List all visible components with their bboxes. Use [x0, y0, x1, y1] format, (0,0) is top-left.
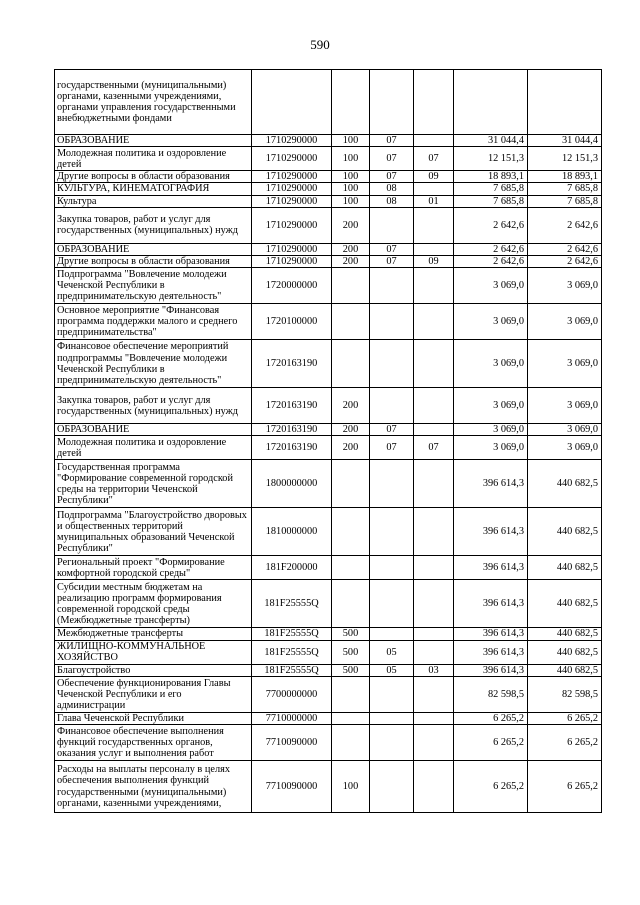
- row-name-cell: КУЛЬТУРА, КИНЕМАТОГРАФИЯ: [55, 183, 252, 195]
- target-article-code-cell: 1800000000: [252, 460, 332, 508]
- amount-year-2-cell: 440 682,5: [528, 640, 602, 664]
- budget-table: [54, 69, 602, 813]
- table-row: [55, 725, 602, 761]
- amount-year-1-cell: 2 642,6: [454, 207, 528, 243]
- expense-type-cell: [332, 70, 370, 135]
- row-name-cell: ЖИЛИЩНО-КОММУНАЛЬНОЕ ХОЗЯЙСТВО: [55, 640, 252, 664]
- section-cell: [370, 508, 414, 556]
- target-article-code-cell: 1710290000: [252, 207, 332, 243]
- amount-year-2-cell: 82 598,5: [528, 676, 602, 712]
- target-article-code-cell: 1710290000: [252, 243, 332, 255]
- table-row: [55, 424, 602, 436]
- amount-year-1-cell: 6 265,2: [454, 761, 528, 813]
- expense-type-cell: 100: [332, 171, 370, 183]
- subsection-cell: 07: [414, 147, 454, 171]
- table-row: [55, 460, 602, 508]
- section-cell: 08: [370, 183, 414, 195]
- amount-year-1-cell: 3 069,0: [454, 436, 528, 460]
- amount-year-1-cell: 7 685,8: [454, 195, 528, 207]
- expense-type-cell: 200: [332, 207, 370, 243]
- expense-type-cell: 200: [332, 424, 370, 436]
- section-cell: 07: [370, 243, 414, 255]
- row-name-cell: Подпрограмма "Благоустройство дворовых и общественных территорий муниципальных образований Чеченской Республики": [55, 508, 252, 556]
- amount-year-1-cell: 396 614,3: [454, 460, 528, 508]
- amount-year-1-cell: 3 069,0: [454, 268, 528, 304]
- amount-year-2-cell: 440 682,5: [528, 580, 602, 628]
- row-name-cell: Субсидии местным бюджетам на реализацию программ формирования современной городской среды (Межбюджетные трансферты): [55, 580, 252, 628]
- subsection-cell: [414, 243, 454, 255]
- row-name-cell: ОБРАЗОВАНИЕ: [55, 424, 252, 436]
- amount-year-2-cell: 440 682,5: [528, 556, 602, 580]
- amount-year-2-cell: 3 069,0: [528, 304, 602, 340]
- amount-year-2-cell: 18 893,1: [528, 171, 602, 183]
- amount-year-2-cell: [528, 70, 602, 135]
- section-cell: [370, 460, 414, 508]
- section-cell: 07: [370, 256, 414, 268]
- amount-year-1-cell: 396 614,3: [454, 580, 528, 628]
- section-cell: [370, 70, 414, 135]
- row-name-cell: Региональный проект "Формирование комфортной городской среды": [55, 556, 252, 580]
- row-name-cell: Государственная программа "Формирование современной городской среды на территории Чеченской Республики": [55, 460, 252, 508]
- subsection-cell: [414, 207, 454, 243]
- amount-year-2-cell: 3 069,0: [528, 436, 602, 460]
- row-name-cell: Благоустройство: [55, 664, 252, 676]
- amount-year-1-cell: 396 614,3: [454, 508, 528, 556]
- amount-year-1-cell: [454, 70, 528, 135]
- section-cell: 05: [370, 664, 414, 676]
- amount-year-2-cell: 6 265,2: [528, 725, 602, 761]
- section-cell: 05: [370, 640, 414, 664]
- section-cell: 07: [370, 424, 414, 436]
- amount-year-1-cell: 3 069,0: [454, 388, 528, 424]
- amount-year-2-cell: 440 682,5: [528, 664, 602, 676]
- expense-type-cell: 500: [332, 664, 370, 676]
- amount-year-2-cell: 3 069,0: [528, 268, 602, 304]
- expense-type-cell: 500: [332, 640, 370, 664]
- expense-type-cell: 100: [332, 135, 370, 147]
- amount-year-2-cell: 3 069,0: [528, 424, 602, 436]
- table-row: [55, 243, 602, 255]
- expense-type-cell: 200: [332, 388, 370, 424]
- table-row: [55, 664, 602, 676]
- target-article-code-cell: 1710290000: [252, 171, 332, 183]
- table-row: [55, 147, 602, 171]
- amount-year-1-cell: 2 642,6: [454, 243, 528, 255]
- amount-year-1-cell: 3 069,0: [454, 424, 528, 436]
- table-row: [55, 556, 602, 580]
- row-name-cell: Молодежная политика и оздоровление детей: [55, 147, 252, 171]
- subsection-cell: 09: [414, 171, 454, 183]
- amount-year-1-cell: 396 614,3: [454, 556, 528, 580]
- table-row: [55, 712, 602, 724]
- section-cell: [370, 556, 414, 580]
- section-cell: [370, 580, 414, 628]
- row-name-cell: Закупка товаров, работ и услуг для государственных (муниципальных) нужд: [55, 207, 252, 243]
- table-row: [55, 207, 602, 243]
- amount-year-2-cell: 6 265,2: [528, 761, 602, 813]
- row-name-cell: Основное мероприятие "Финансовая программа поддержки малого и среднего предпринимательства": [55, 304, 252, 340]
- expense-type-cell: 100: [332, 761, 370, 813]
- expense-type-cell: 500: [332, 628, 370, 640]
- amount-year-1-cell: 31 044,4: [454, 135, 528, 147]
- row-name-cell: Межбюджетные трансферты: [55, 628, 252, 640]
- expense-type-cell: [332, 676, 370, 712]
- row-name-cell: Расходы на выплаты персоналу в целях обеспечения выполнения функций государственными (муниципальными) органами, казенными учреждениями,: [55, 761, 252, 813]
- subsection-cell: [414, 268, 454, 304]
- subsection-cell: 01: [414, 195, 454, 207]
- budget-table-body: [55, 70, 602, 813]
- row-name-cell: Другие вопросы в области образования: [55, 256, 252, 268]
- amount-year-1-cell: 3 069,0: [454, 304, 528, 340]
- table-row: [55, 195, 602, 207]
- subsection-cell: [414, 580, 454, 628]
- amount-year-1-cell: 396 614,3: [454, 628, 528, 640]
- target-article-code-cell: 181F25555Q: [252, 580, 332, 628]
- row-name-cell: ОБРАЗОВАНИЕ: [55, 243, 252, 255]
- subsection-cell: [414, 304, 454, 340]
- subsection-cell: [414, 508, 454, 556]
- table-row: [55, 256, 602, 268]
- target-article-code-cell: 1810000000: [252, 508, 332, 556]
- subsection-cell: [414, 556, 454, 580]
- subsection-cell: [414, 460, 454, 508]
- table-row: [55, 340, 602, 388]
- expense-type-cell: [332, 725, 370, 761]
- amount-year-1-cell: 2 642,6: [454, 256, 528, 268]
- section-cell: [370, 712, 414, 724]
- expense-type-cell: [332, 340, 370, 388]
- section-cell: 07: [370, 436, 414, 460]
- expense-type-cell: [332, 268, 370, 304]
- target-article-code-cell: 1710290000: [252, 195, 332, 207]
- section-cell: [370, 628, 414, 640]
- amount-year-2-cell: 3 069,0: [528, 388, 602, 424]
- amount-year-1-cell: 12 151,3: [454, 147, 528, 171]
- table-row: [55, 183, 602, 195]
- row-name-cell: Другие вопросы в области образования: [55, 171, 252, 183]
- expense-type-cell: [332, 556, 370, 580]
- amount-year-1-cell: 3 069,0: [454, 340, 528, 388]
- target-article-code-cell: 1720163190: [252, 436, 332, 460]
- row-name-cell: Глава Чеченской Республики: [55, 712, 252, 724]
- row-name-cell: ОБРАЗОВАНИЕ: [55, 135, 252, 147]
- target-article-code-cell: 1720100000: [252, 304, 332, 340]
- target-article-code-cell: 1710290000: [252, 256, 332, 268]
- page-number: 590: [310, 37, 330, 52]
- target-article-code-cell: 1720163190: [252, 388, 332, 424]
- table-row: [55, 70, 602, 135]
- subsection-cell: 09: [414, 256, 454, 268]
- amount-year-1-cell: 18 893,1: [454, 171, 528, 183]
- target-article-code-cell: 181F25555Q: [252, 640, 332, 664]
- amount-year-2-cell: 31 044,4: [528, 135, 602, 147]
- target-article-code-cell: 7700000000: [252, 676, 332, 712]
- subsection-cell: [414, 183, 454, 195]
- row-name-cell: Обеспечение функционирования Главы Чеченской Республики и его администрации: [55, 676, 252, 712]
- expense-type-cell: [332, 460, 370, 508]
- section-cell: [370, 304, 414, 340]
- amount-year-1-cell: 6 265,2: [454, 712, 528, 724]
- amount-year-2-cell: 440 682,5: [528, 508, 602, 556]
- subsection-cell: [414, 388, 454, 424]
- table-row: [55, 580, 602, 628]
- amount-year-2-cell: 440 682,5: [528, 460, 602, 508]
- table-row: [55, 268, 602, 304]
- amount-year-1-cell: 396 614,3: [454, 664, 528, 676]
- subsection-cell: [414, 676, 454, 712]
- table-row: [55, 135, 602, 147]
- target-article-code-cell: 181F200000: [252, 556, 332, 580]
- target-article-code-cell: 181F25555Q: [252, 628, 332, 640]
- subsection-cell: [414, 340, 454, 388]
- table-row: [55, 640, 602, 664]
- amount-year-1-cell: 6 265,2: [454, 725, 528, 761]
- target-article-code-cell: 1720163190: [252, 340, 332, 388]
- amount-year-2-cell: 2 642,6: [528, 243, 602, 255]
- subsection-cell: [414, 640, 454, 664]
- target-article-code-cell: 7710090000: [252, 725, 332, 761]
- target-article-code-cell: 7710090000: [252, 761, 332, 813]
- expense-type-cell: 100: [332, 183, 370, 195]
- subsection-cell: [414, 424, 454, 436]
- amount-year-1-cell: 396 614,3: [454, 640, 528, 664]
- row-name-cell: Культура: [55, 195, 252, 207]
- amount-year-2-cell: 3 069,0: [528, 340, 602, 388]
- amount-year-1-cell: 82 598,5: [454, 676, 528, 712]
- row-name-cell: Закупка товаров, работ и услуг для государственных (муниципальных) нужд: [55, 388, 252, 424]
- target-article-code-cell: 1710290000: [252, 183, 332, 195]
- section-cell: [370, 268, 414, 304]
- amount-year-2-cell: 2 642,6: [528, 256, 602, 268]
- table-row: [55, 436, 602, 460]
- amount-year-2-cell: 7 685,8: [528, 195, 602, 207]
- table-row: [55, 628, 602, 640]
- expense-type-cell: 200: [332, 436, 370, 460]
- table-row: [55, 304, 602, 340]
- target-article-code-cell: 1710290000: [252, 135, 332, 147]
- section-cell: 07: [370, 147, 414, 171]
- target-article-code-cell: 1710290000: [252, 147, 332, 171]
- section-cell: [370, 340, 414, 388]
- expense-type-cell: 100: [332, 195, 370, 207]
- section-cell: 08: [370, 195, 414, 207]
- target-article-code-cell: 1720000000: [252, 268, 332, 304]
- row-name-cell: Финансовое обеспечение выполнения функций государственных органов, оказания услуг и выполнения работ: [55, 725, 252, 761]
- section-cell: [370, 676, 414, 712]
- expense-type-cell: [332, 508, 370, 556]
- subsection-cell: 03: [414, 664, 454, 676]
- table-row: [55, 676, 602, 712]
- subsection-cell: [414, 712, 454, 724]
- amount-year-2-cell: 440 682,5: [528, 628, 602, 640]
- table-row: [55, 171, 602, 183]
- row-name-cell: Подпрограмма "Вовлечение молодежи Чеченской Республики в предпринимательскую деятельность": [55, 268, 252, 304]
- subsection-cell: [414, 628, 454, 640]
- section-cell: [370, 388, 414, 424]
- row-name-cell: Финансовое обеспечение мероприятий подпрограммы "Вовлечение молодежи Чеченской Республики в предпринимательскую деятельность": [55, 340, 252, 388]
- amount-year-1-cell: 7 685,8: [454, 183, 528, 195]
- expense-type-cell: [332, 580, 370, 628]
- subsection-cell: [414, 725, 454, 761]
- table-row: [55, 761, 602, 813]
- section-cell: [370, 761, 414, 813]
- target-article-code-cell: [252, 70, 332, 135]
- subsection-cell: [414, 70, 454, 135]
- target-article-code-cell: 7710000000: [252, 712, 332, 724]
- amount-year-2-cell: 2 642,6: [528, 207, 602, 243]
- section-cell: 07: [370, 171, 414, 183]
- row-name-cell: государственными (муниципальными) органами, казенными учреждениями, органами управления государственными внебюджетными фондами: [55, 70, 252, 135]
- amount-year-2-cell: 7 685,8: [528, 183, 602, 195]
- section-cell: 07: [370, 135, 414, 147]
- subsection-cell: 07: [414, 436, 454, 460]
- table-row: [55, 388, 602, 424]
- target-article-code-cell: 1720163190: [252, 424, 332, 436]
- section-cell: [370, 725, 414, 761]
- section-cell: [370, 207, 414, 243]
- expense-type-cell: 100: [332, 147, 370, 171]
- subsection-cell: [414, 761, 454, 813]
- amount-year-2-cell: 12 151,3: [528, 147, 602, 171]
- subsection-cell: [414, 135, 454, 147]
- target-article-code-cell: 181F25555Q: [252, 664, 332, 676]
- expense-type-cell: 200: [332, 256, 370, 268]
- expense-type-cell: 200: [332, 243, 370, 255]
- expense-type-cell: [332, 712, 370, 724]
- amount-year-2-cell: 6 265,2: [528, 712, 602, 724]
- table-row: [55, 508, 602, 556]
- expense-type-cell: [332, 304, 370, 340]
- row-name-cell: Молодежная политика и оздоровление детей: [55, 436, 252, 460]
